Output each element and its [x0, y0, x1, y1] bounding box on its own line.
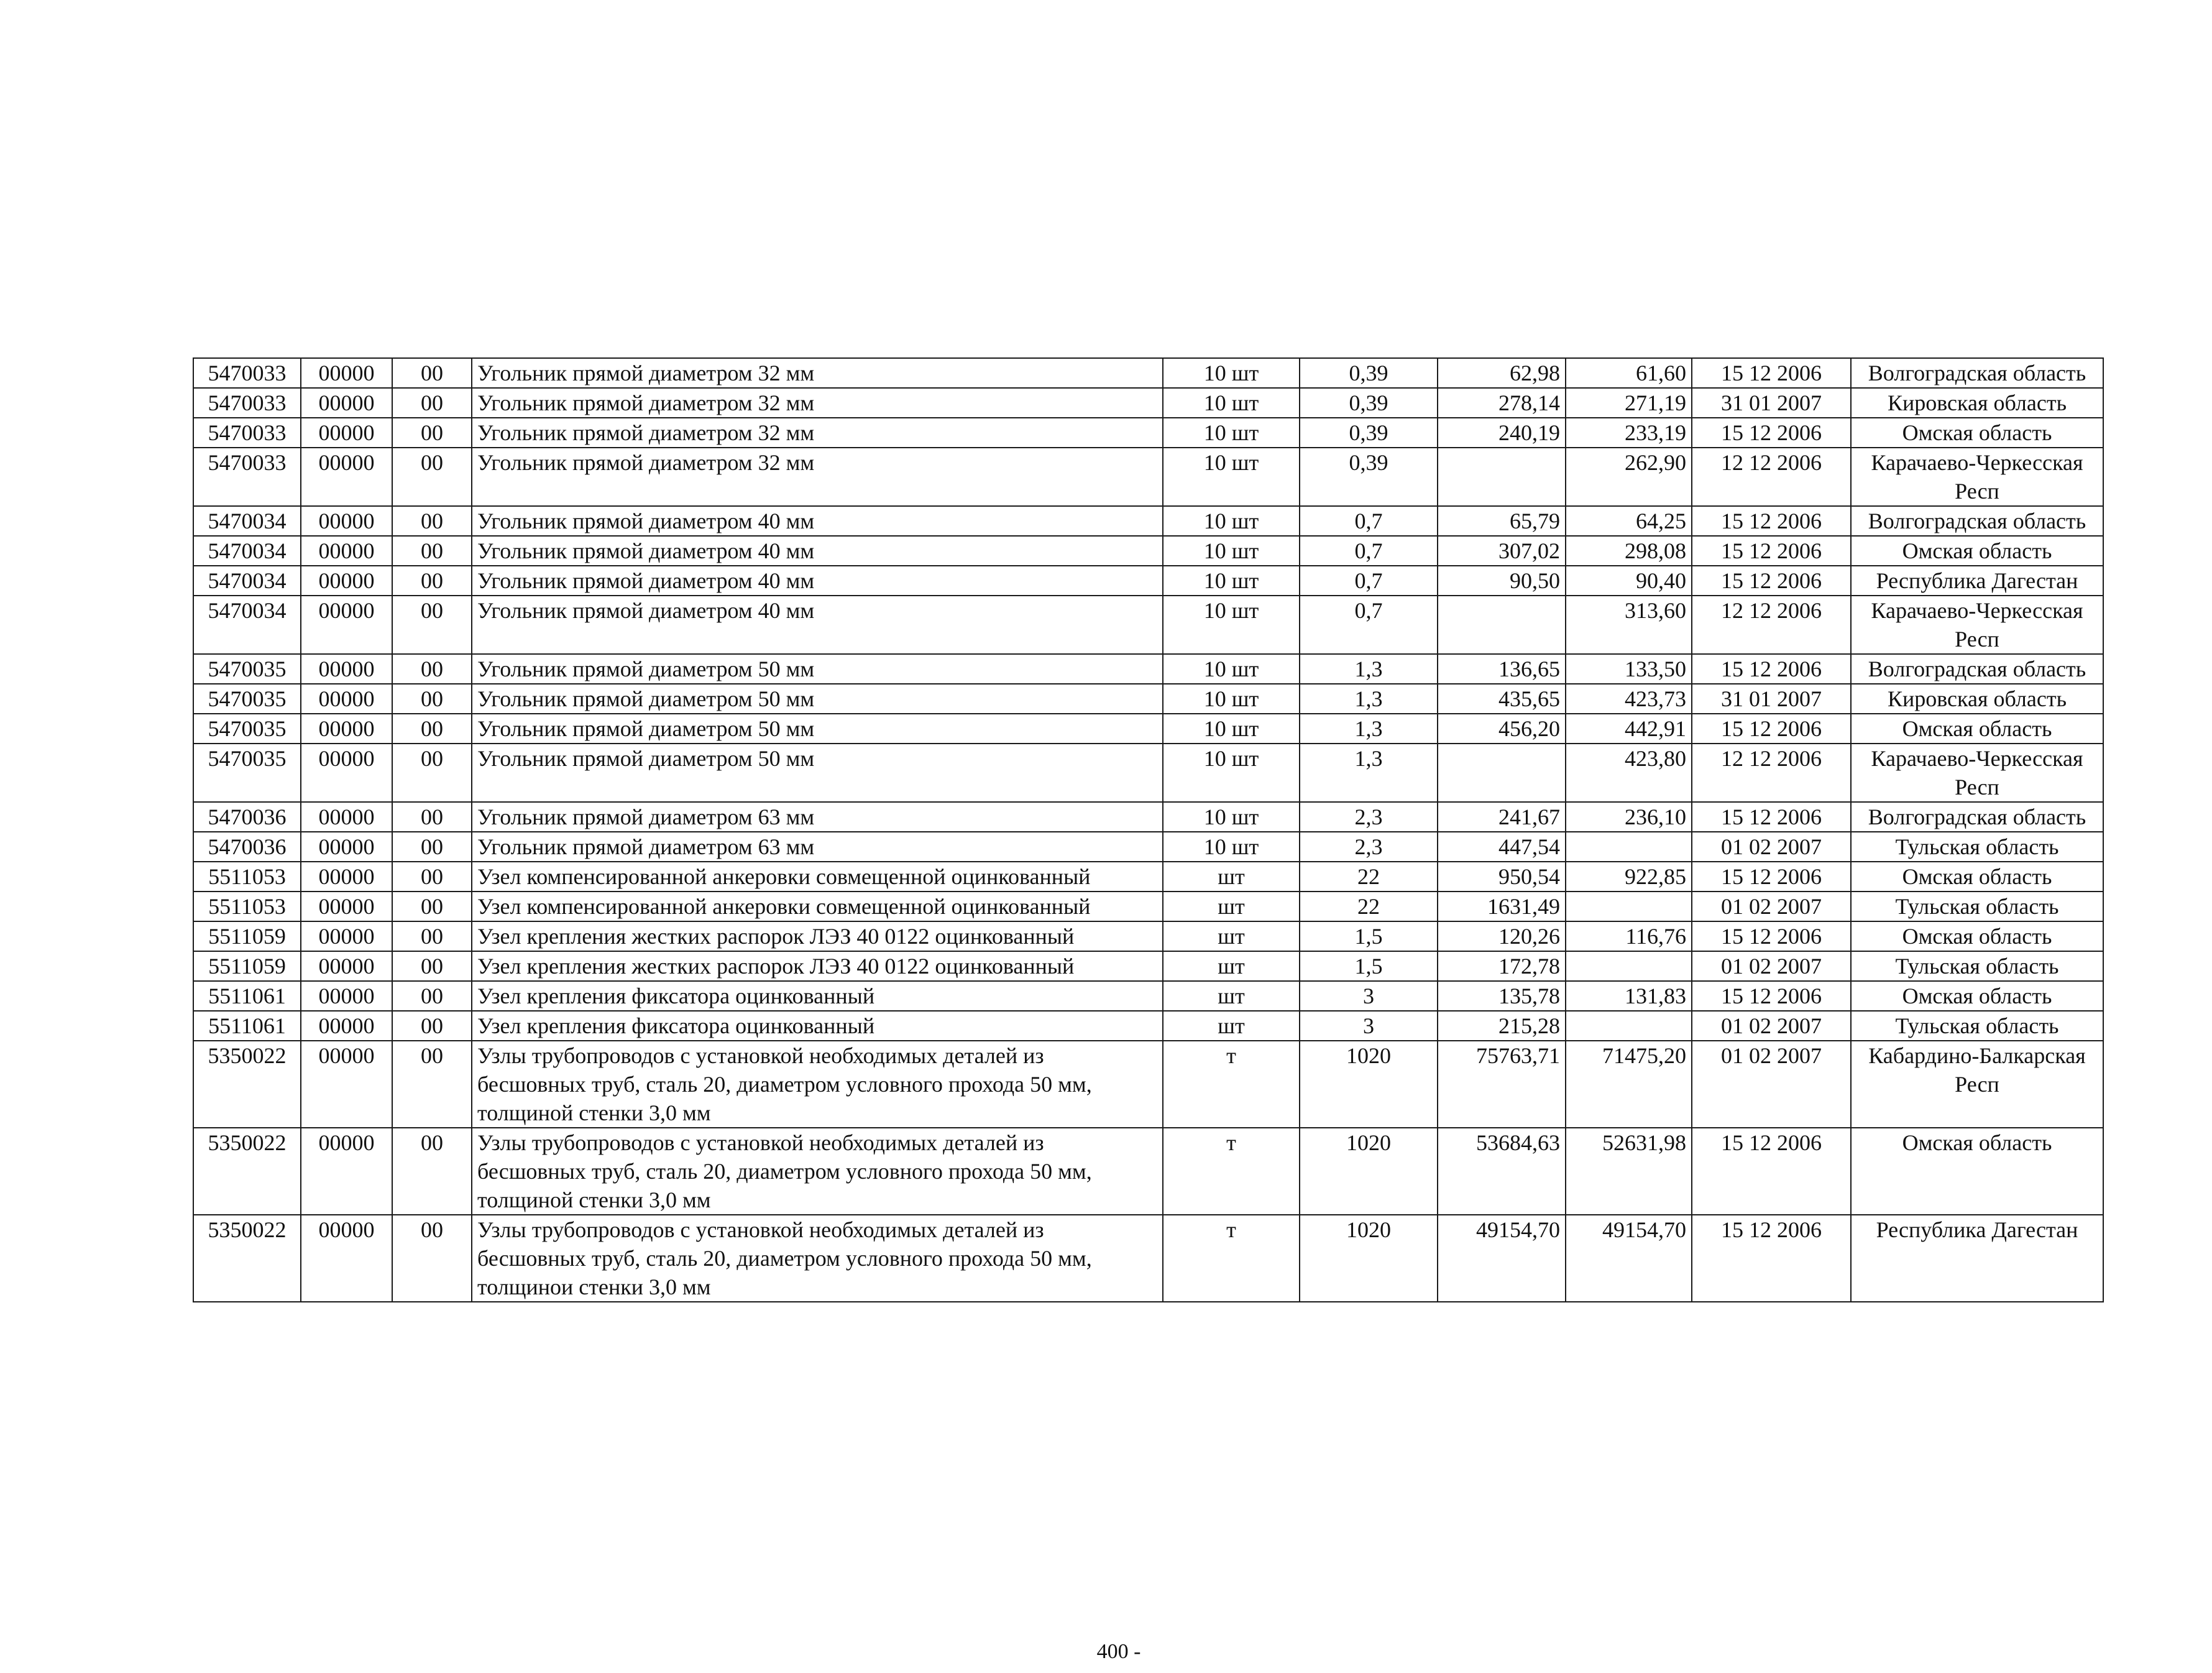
version-cell: 00	[392, 1041, 472, 1128]
subcode-cell: 00000	[301, 654, 392, 684]
version-cell: 00	[392, 1215, 472, 1302]
date-cell: 15 12 2006	[1692, 536, 1851, 566]
weight-cell: 3	[1300, 981, 1438, 1011]
unit-cell: 10 шт	[1163, 744, 1300, 802]
price-alt-cell: 298,08	[1566, 536, 1692, 566]
item-code-cell: 5350022	[193, 1215, 301, 1302]
unit-cell: 10 шт	[1163, 536, 1300, 566]
version-cell: 00	[392, 802, 472, 832]
table-row	[193, 921, 2103, 951]
price-cell	[1438, 448, 1566, 506]
version-cell: 00	[392, 1128, 472, 1215]
price-alt-cell: 131,83	[1566, 981, 1692, 1011]
unit-cell: 10 шт	[1163, 448, 1300, 506]
weight-cell: 1020	[1300, 1215, 1438, 1302]
unit-cell: 10 шт	[1163, 802, 1300, 832]
subcode-cell: 00000	[301, 744, 392, 802]
subcode-cell: 00000	[301, 1128, 392, 1215]
subcode-cell: 00000	[301, 596, 392, 654]
price-cell: 65,79	[1438, 506, 1566, 536]
unit-cell: шт	[1163, 981, 1300, 1011]
subcode-cell: 00000	[301, 684, 392, 714]
date-cell: 01 02 2007	[1692, 1041, 1851, 1128]
price-alt-cell: 442,91	[1566, 714, 1692, 744]
date-cell: 15 12 2006	[1692, 1215, 1851, 1302]
item-name-cell: Угольник прямой диаметром 40 мм	[472, 536, 1163, 566]
item-code-cell: 5511059	[193, 921, 301, 951]
table-row	[193, 862, 2103, 892]
region-cell: Тульская область	[1851, 1011, 2103, 1041]
item-code-cell: 5350022	[193, 1128, 301, 1215]
region-cell: Омская область	[1851, 1128, 2103, 1215]
version-cell: 00	[392, 506, 472, 536]
version-cell: 00	[392, 684, 472, 714]
date-cell: 12 12 2006	[1692, 744, 1851, 802]
price-cell: 172,78	[1438, 951, 1566, 981]
item-name-cell: Узел крепления фиксатора оцинкованный	[472, 981, 1163, 1011]
item-code-cell: 5470034	[193, 536, 301, 566]
date-cell: 01 02 2007	[1692, 951, 1851, 981]
table-row	[193, 1128, 2103, 1215]
weight-cell: 0,39	[1300, 388, 1438, 418]
price-cell: 1631,49	[1438, 892, 1566, 921]
page-number: 400 -	[1096, 1640, 1141, 1663]
weight-cell: 0,7	[1300, 596, 1438, 654]
item-code-cell: 5470036	[193, 832, 301, 862]
table-row	[193, 448, 2103, 506]
unit-cell: 10 шт	[1163, 358, 1300, 388]
item-code-cell: 5511053	[193, 892, 301, 921]
subcode-cell: 00000	[301, 1215, 392, 1302]
price-alt-cell: 423,73	[1566, 684, 1692, 714]
unit-cell: 10 шт	[1163, 596, 1300, 654]
table-row	[193, 684, 2103, 714]
item-name-cell: Угольник прямой диаметром 32 мм	[472, 418, 1163, 448]
subcode-cell: 00000	[301, 536, 392, 566]
weight-cell: 3	[1300, 1011, 1438, 1041]
unit-cell: т	[1163, 1041, 1300, 1128]
item-code-cell: 5470034	[193, 506, 301, 536]
weight-cell: 1,5	[1300, 951, 1438, 981]
item-code-cell: 5511059	[193, 951, 301, 981]
weight-cell: 22	[1300, 862, 1438, 892]
unit-cell: 10 шт	[1163, 506, 1300, 536]
unit-cell: т	[1163, 1128, 1300, 1215]
table-row	[193, 802, 2103, 832]
item-name-cell: Угольник прямой диаметром 40 мм	[472, 596, 1163, 654]
version-cell: 00	[392, 744, 472, 802]
unit-cell: 10 шт	[1163, 654, 1300, 684]
subcode-cell: 00000	[301, 802, 392, 832]
date-cell: 01 02 2007	[1692, 892, 1851, 921]
price-alt-cell	[1566, 1011, 1692, 1041]
weight-cell: 0,7	[1300, 536, 1438, 566]
weight-cell: 1,3	[1300, 684, 1438, 714]
item-name-cell: Угольник прямой диаметром 50 мм	[472, 714, 1163, 744]
subcode-cell: 00000	[301, 388, 392, 418]
item-name-cell: Угольник прямой диаметром 32 мм	[472, 388, 1163, 418]
version-cell: 00	[392, 418, 472, 448]
table-row	[193, 832, 2103, 862]
price-cell: 53684,63	[1438, 1128, 1566, 1215]
item-code-cell: 5470033	[193, 358, 301, 388]
weight-cell: 0,7	[1300, 506, 1438, 536]
price-alt-cell: 262,90	[1566, 448, 1692, 506]
region-cell: Тульская область	[1851, 951, 2103, 981]
price-alt-cell: 49154,70	[1566, 1215, 1692, 1302]
date-cell: 12 12 2006	[1692, 448, 1851, 506]
table-row	[193, 714, 2103, 744]
price-alt-cell: 116,76	[1566, 921, 1692, 951]
subcode-cell: 00000	[301, 418, 392, 448]
table-row	[193, 892, 2103, 921]
version-cell: 00	[392, 566, 472, 596]
table-row	[193, 506, 2103, 536]
date-cell: 15 12 2006	[1692, 921, 1851, 951]
item-name-cell: Узлы трубопроводов с установкой необходимых деталей из бесшовных труб, сталь 20, диаметром условного прохода 50 мм, толщиной стенки 3,0 мм	[472, 1041, 1163, 1128]
version-cell: 00	[392, 714, 472, 744]
table-row	[193, 1011, 2103, 1041]
subcode-cell: 00000	[301, 951, 392, 981]
price-cell: 447,54	[1438, 832, 1566, 862]
price-cell: 62,98	[1438, 358, 1566, 388]
price-cell: 135,78	[1438, 981, 1566, 1011]
item-name-cell: Узел компенсированной анкеровки совмещенной оцинкованный	[472, 862, 1163, 892]
subcode-cell: 00000	[301, 566, 392, 596]
date-cell: 15 12 2006	[1692, 506, 1851, 536]
table-row	[193, 981, 2103, 1011]
unit-cell: 10 шт	[1163, 714, 1300, 744]
price-alt-cell: 922,85	[1566, 862, 1692, 892]
price-cell: 75763,71	[1438, 1041, 1566, 1128]
unit-cell: 10 шт	[1163, 832, 1300, 862]
table-row	[193, 654, 2103, 684]
price-cell: 90,50	[1438, 566, 1566, 596]
weight-cell: 0,7	[1300, 566, 1438, 596]
subcode-cell: 00000	[301, 506, 392, 536]
price-alt-cell: 61,60	[1566, 358, 1692, 388]
price-cell: 950,54	[1438, 862, 1566, 892]
item-code-cell: 5470035	[193, 654, 301, 684]
weight-cell: 1,5	[1300, 921, 1438, 951]
item-name-cell: Угольник прямой диаметром 63 мм	[472, 802, 1163, 832]
item-code-cell: 5470035	[193, 744, 301, 802]
item-name-cell: Угольник прямой диаметром 40 мм	[472, 566, 1163, 596]
subcode-cell: 00000	[301, 1011, 392, 1041]
price-alt-cell: 64,25	[1566, 506, 1692, 536]
date-cell: 01 02 2007	[1692, 832, 1851, 862]
region-cell: Омская область	[1851, 418, 2103, 448]
table-row	[193, 744, 2103, 802]
price-cell: 456,20	[1438, 714, 1566, 744]
item-name-cell: Угольник прямой диаметром 50 мм	[472, 744, 1163, 802]
price-cell: 241,67	[1438, 802, 1566, 832]
item-code-cell: 5470036	[193, 802, 301, 832]
item-code-cell: 5350022	[193, 1041, 301, 1128]
table-row	[193, 596, 2103, 654]
price-alt-cell	[1566, 951, 1692, 981]
region-cell: Карачаево-Черкесская Респ	[1851, 448, 2103, 506]
item-code-cell: 5470034	[193, 596, 301, 654]
price-cell: 240,19	[1438, 418, 1566, 448]
region-cell: Карачаево-Черкесская Респ	[1851, 596, 2103, 654]
price-cell: 307,02	[1438, 536, 1566, 566]
region-cell: Тульская область	[1851, 892, 2103, 921]
region-cell: Тульская область	[1851, 832, 2103, 862]
table-row	[193, 418, 2103, 448]
subcode-cell: 00000	[301, 1041, 392, 1128]
table-row	[193, 1041, 2103, 1128]
unit-cell: 10 шт	[1163, 684, 1300, 714]
item-code-cell: 5470033	[193, 418, 301, 448]
region-cell: Омская область	[1851, 921, 2103, 951]
region-cell: Республика Дагестан	[1851, 1215, 2103, 1302]
version-cell: 00	[392, 654, 472, 684]
region-cell: Омская область	[1851, 714, 2103, 744]
table-row	[193, 388, 2103, 418]
price-alt-cell: 90,40	[1566, 566, 1692, 596]
region-cell: Кировская область	[1851, 388, 2103, 418]
weight-cell: 2,3	[1300, 802, 1438, 832]
item-code-cell: 5511053	[193, 862, 301, 892]
item-code-cell: 5470035	[193, 684, 301, 714]
item-name-cell: Узел компенсированной анкеровки совмещенной оцинкованный	[472, 892, 1163, 921]
version-cell: 00	[392, 981, 472, 1011]
price-alt-cell: 313,60	[1566, 596, 1692, 654]
region-cell: Омская область	[1851, 981, 2103, 1011]
unit-cell: т	[1163, 1215, 1300, 1302]
region-cell: Волгоградская область	[1851, 654, 2103, 684]
version-cell: 00	[392, 951, 472, 981]
date-cell: 15 12 2006	[1692, 862, 1851, 892]
date-cell: 15 12 2006	[1692, 654, 1851, 684]
table-row	[193, 358, 2103, 388]
item-name-cell: Угольник прямой диаметром 50 мм	[472, 684, 1163, 714]
price-alt-cell: 52631,98	[1566, 1128, 1692, 1215]
price-alt-cell	[1566, 892, 1692, 921]
version-cell: 00	[392, 832, 472, 862]
table-row	[193, 951, 2103, 981]
date-cell: 31 01 2007	[1692, 388, 1851, 418]
price-cell: 120,26	[1438, 921, 1566, 951]
price-alt-cell: 71475,20	[1566, 1041, 1692, 1128]
price-alt-cell: 133,50	[1566, 654, 1692, 684]
region-cell: Омская область	[1851, 536, 2103, 566]
subcode-cell: 00000	[301, 981, 392, 1011]
unit-cell: шт	[1163, 1011, 1300, 1041]
subcode-cell: 00000	[301, 832, 392, 862]
item-name-cell: Узел крепления фиксатора оцинкованный	[472, 1011, 1163, 1041]
region-cell: Волгоградская область	[1851, 358, 2103, 388]
price-cell: 136,65	[1438, 654, 1566, 684]
price-alt-cell: 233,19	[1566, 418, 1692, 448]
price-table	[193, 357, 2104, 1302]
region-cell: Республика Дагестан	[1851, 566, 2103, 596]
version-cell: 00	[392, 358, 472, 388]
item-name-cell: Угольник прямой диаметром 63 мм	[472, 832, 1163, 862]
item-name-cell: Угольник прямой диаметром 50 мм	[472, 654, 1163, 684]
item-code-cell: 5470033	[193, 448, 301, 506]
version-cell: 00	[392, 536, 472, 566]
weight-cell: 0,39	[1300, 418, 1438, 448]
date-cell: 15 12 2006	[1692, 358, 1851, 388]
subcode-cell: 00000	[301, 448, 392, 506]
unit-cell: шт	[1163, 892, 1300, 921]
weight-cell: 1,3	[1300, 714, 1438, 744]
weight-cell: 0,39	[1300, 448, 1438, 506]
weight-cell: 22	[1300, 892, 1438, 921]
item-name-cell: Угольник прямой диаметром 32 мм	[472, 358, 1163, 388]
item-name-cell: Узлы трубопроводов с установкой необходимых деталей из бесшовных труб, сталь 20, диаметром условного прохода 50 мм, толщиной стенки 3,0 мм	[472, 1128, 1163, 1215]
weight-cell: 2,3	[1300, 832, 1438, 862]
table-row	[193, 566, 2103, 596]
date-cell: 15 12 2006	[1692, 1128, 1851, 1215]
price-alt-cell: 271,19	[1566, 388, 1692, 418]
item-code-cell: 5470033	[193, 388, 301, 418]
table-body	[193, 358, 2103, 1302]
region-cell: Кабардино-Балкарская Респ	[1851, 1041, 2103, 1128]
table-row	[193, 536, 2103, 566]
subcode-cell: 00000	[301, 714, 392, 744]
region-cell: Карачаево-Черкесская Респ	[1851, 744, 2103, 802]
item-code-cell: 5511061	[193, 1011, 301, 1041]
item-name-cell: Узлы трубопроводов с установкой необходимых деталей из бесшовных труб, сталь 20, диаметром условного прохода 50 мм, толщинои стенки 3,0 мм	[472, 1215, 1163, 1302]
weight-cell: 1020	[1300, 1128, 1438, 1215]
version-cell: 00	[392, 892, 472, 921]
item-name-cell: Угольник прямой диаметром 40 мм	[472, 506, 1163, 536]
table-row	[193, 1215, 2103, 1302]
item-name-cell: Угольник прямой диаметром 32 мм	[472, 448, 1163, 506]
item-code-cell: 5511061	[193, 981, 301, 1011]
version-cell: 00	[392, 1011, 472, 1041]
unit-cell: шт	[1163, 951, 1300, 981]
item-code-cell: 5470034	[193, 566, 301, 596]
region-cell: Омская область	[1851, 862, 2103, 892]
weight-cell: 1,3	[1300, 744, 1438, 802]
unit-cell: шт	[1163, 921, 1300, 951]
version-cell: 00	[392, 596, 472, 654]
price-cell: 49154,70	[1438, 1215, 1566, 1302]
date-cell: 15 12 2006	[1692, 802, 1851, 832]
version-cell: 00	[392, 921, 472, 951]
version-cell: 00	[392, 448, 472, 506]
subcode-cell: 00000	[301, 862, 392, 892]
price-cell: 215,28	[1438, 1011, 1566, 1041]
region-cell: Кировская область	[1851, 684, 2103, 714]
subcode-cell: 00000	[301, 358, 392, 388]
price-cell: 435,65	[1438, 684, 1566, 714]
region-cell: Волгоградская область	[1851, 506, 2103, 536]
subcode-cell: 00000	[301, 892, 392, 921]
date-cell: 15 12 2006	[1692, 418, 1851, 448]
date-cell: 31 01 2007	[1692, 684, 1851, 714]
item-name-cell: Узел крепления жестких распорок ЛЭЗ 40 0122 оцинкованный	[472, 921, 1163, 951]
price-cell	[1438, 596, 1566, 654]
version-cell: 00	[392, 862, 472, 892]
unit-cell: шт	[1163, 862, 1300, 892]
region-cell: Волгоградская область	[1851, 802, 2103, 832]
price-alt-cell	[1566, 832, 1692, 862]
version-cell: 00	[392, 388, 472, 418]
weight-cell: 1020	[1300, 1041, 1438, 1128]
weight-cell: 0,39	[1300, 358, 1438, 388]
date-cell: 15 12 2006	[1692, 714, 1851, 744]
price-alt-cell: 236,10	[1566, 802, 1692, 832]
unit-cell: 10 шт	[1163, 566, 1300, 596]
subcode-cell: 00000	[301, 921, 392, 951]
date-cell: 12 12 2006	[1692, 596, 1851, 654]
date-cell: 01 02 2007	[1692, 1011, 1851, 1041]
item-code-cell: 5470035	[193, 714, 301, 744]
price-alt-cell: 423,80	[1566, 744, 1692, 802]
price-cell: 278,14	[1438, 388, 1566, 418]
unit-cell: 10 шт	[1163, 418, 1300, 448]
item-name-cell: Узел крепления жестких распорок ЛЭЗ 40 0122 оцинкованный	[472, 951, 1163, 981]
weight-cell: 1,3	[1300, 654, 1438, 684]
price-cell	[1438, 744, 1566, 802]
unit-cell: 10 шт	[1163, 388, 1300, 418]
date-cell: 15 12 2006	[1692, 981, 1851, 1011]
date-cell: 15 12 2006	[1692, 566, 1851, 596]
